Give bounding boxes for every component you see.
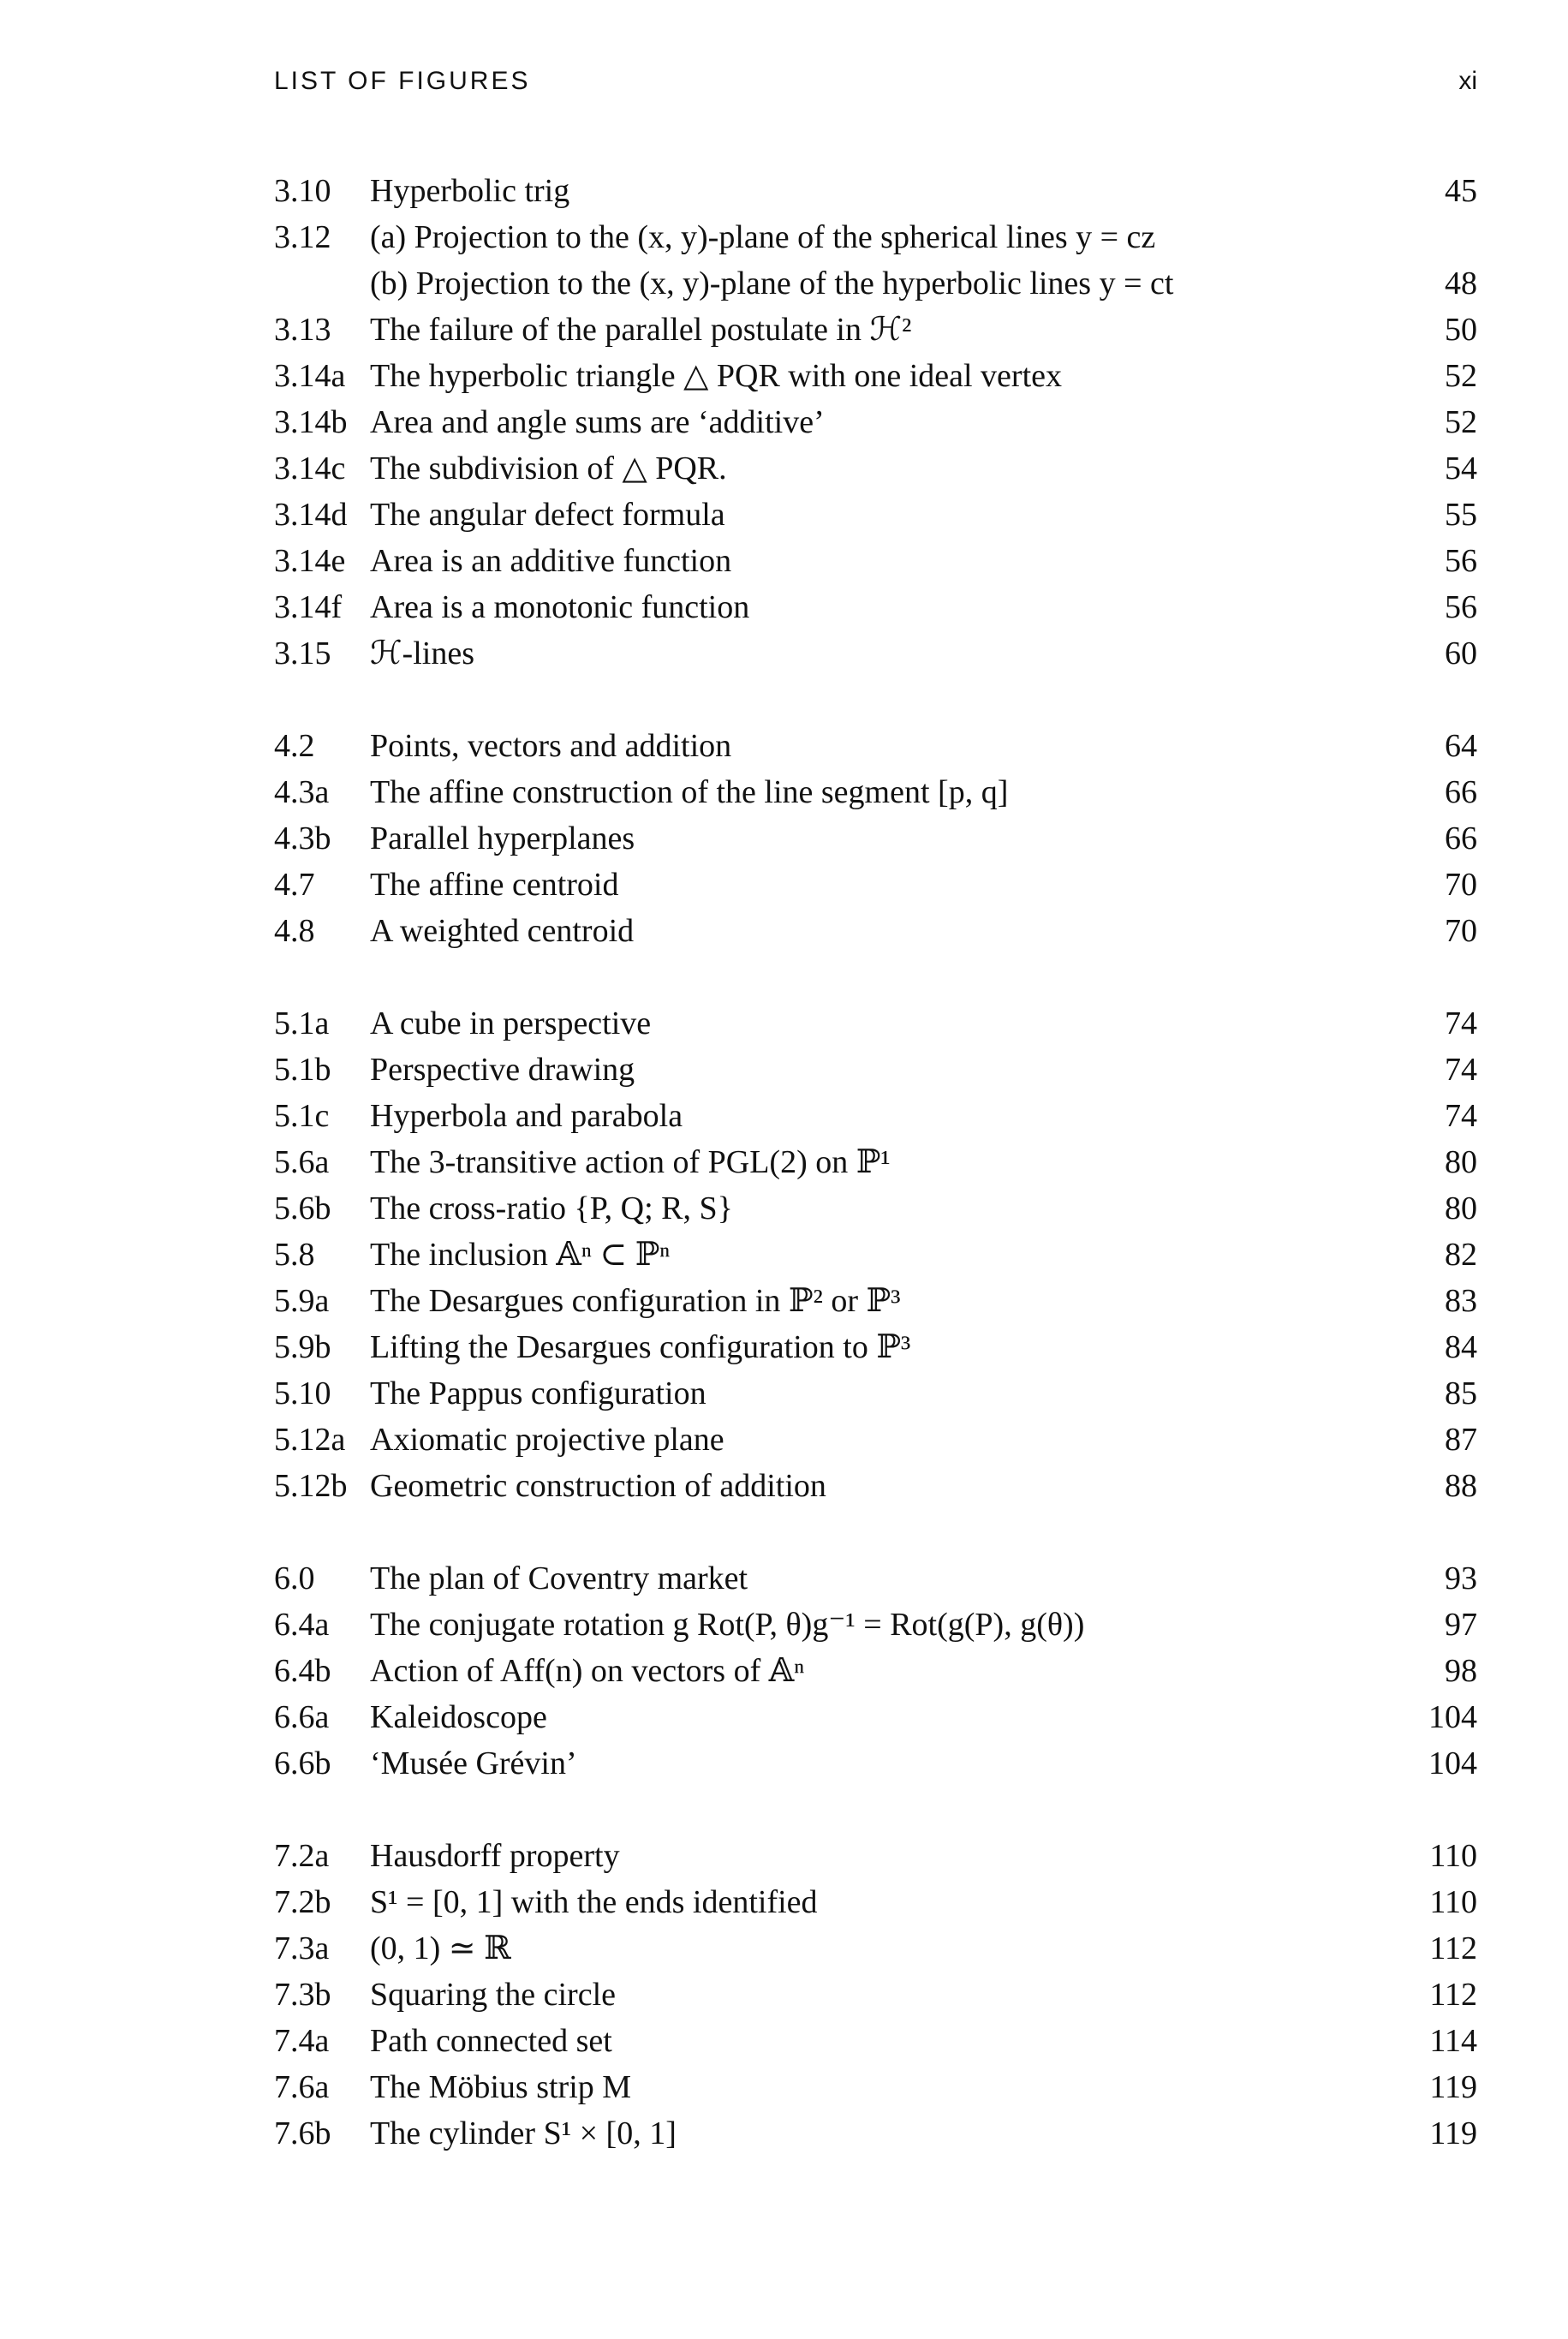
figure-number: 5.12b — [274, 1468, 348, 1504]
figure-page: 50 — [1445, 312, 1477, 348]
figure-number: 3.14a — [274, 358, 346, 394]
figure-entry — [274, 399, 1477, 445]
figure-page: 60 — [1445, 635, 1477, 671]
figure-entry — [274, 1879, 1477, 1925]
figure-number: 4.7 — [274, 867, 315, 903]
figure-entry — [274, 214, 1477, 260]
figure-page: 104 — [1428, 1745, 1477, 1781]
figure-title: The cross-ratio {P, Q; R, S} — [370, 1190, 733, 1226]
figure-title: The affine centroid — [370, 867, 619, 903]
figure-number: 3.14d — [274, 497, 348, 533]
figure-title: Path connected set — [370, 2023, 612, 2059]
figure-number: 5.10 — [274, 1375, 331, 1411]
figure-title: Lifting the Desargues configuration to ℙ³ — [370, 1329, 911, 1365]
figure-title: The cylinder S¹ × [0, 1] — [370, 2115, 677, 2151]
figure-entry — [274, 1000, 1477, 1047]
figure-title: The Möbius strip M — [370, 2069, 632, 2105]
figure-page: 112 — [1429, 1977, 1477, 2013]
figure-page: 119 — [1429, 2115, 1477, 2151]
figure-title: Area is a monotonic function — [370, 589, 750, 625]
figure-title: The Desargues configuration in ℙ² or ℙ³ — [370, 1283, 901, 1319]
figure-entry — [274, 1555, 1477, 1602]
figure-page: 80 — [1445, 1144, 1477, 1180]
figure-number: 7.3b — [274, 1977, 331, 2013]
figure-number: 4.8 — [274, 913, 315, 949]
figure-page: 66 — [1445, 774, 1477, 810]
figure-page: 119 — [1429, 2069, 1477, 2105]
figure-entry — [274, 1047, 1477, 1093]
figure-number: 4.3b — [274, 820, 331, 856]
figure-entry — [274, 1370, 1477, 1417]
figure-number: 5.6a — [274, 1144, 330, 1180]
figure-title: A cube in perspective — [370, 1005, 652, 1041]
figure-page: 114 — [1429, 2023, 1477, 2059]
figure-number: 7.2b — [274, 1884, 331, 1920]
figure-number: 3.13 — [274, 312, 331, 348]
figure-page: 85 — [1445, 1375, 1477, 1411]
figure-number: 5.9a — [274, 1283, 330, 1319]
figure-entry — [274, 492, 1477, 538]
figure-number: 7.3a — [274, 1930, 330, 1966]
figure-title: Geometric construction of addition — [370, 1468, 826, 1504]
figure-title: Parallel hyperplanes — [370, 820, 635, 856]
figure-title: Area is an additive function — [370, 543, 732, 579]
figure-title: Area and angle sums are ‘additive’ — [370, 404, 825, 440]
figure-number: 5.9b — [274, 1329, 331, 1365]
figure-title: The failure of the parallel postulate in ℋ² — [370, 312, 912, 348]
figure-number: 6.4b — [274, 1653, 331, 1689]
figure-entry — [274, 908, 1477, 954]
figure-entry — [274, 1093, 1477, 1139]
figure-title: The inclusion 𝔸ⁿ ⊂ ℙⁿ — [370, 1237, 671, 1273]
figure-entry — [274, 2064, 1477, 2110]
figure-page: 80 — [1445, 1190, 1477, 1226]
figure-title: Hyperbolic trig — [370, 173, 570, 209]
figure-entry — [274, 1925, 1477, 1972]
chapter-6-group — [274, 1555, 1477, 1787]
figure-entry — [274, 723, 1477, 769]
chapter-3-group — [274, 168, 1477, 677]
figure-title: Hausdorff property — [370, 1838, 620, 1874]
figure-page: 74 — [1445, 1098, 1477, 1134]
figure-entry — [274, 630, 1477, 677]
figure-entry — [274, 815, 1477, 862]
figure-page: 82 — [1445, 1237, 1477, 1273]
figure-title: Perspective drawing — [370, 1052, 635, 1088]
figure-title: (b) Projection to the (x, y)-plane of the hyperbolic lines y = ct — [370, 266, 1174, 301]
figure-page: 112 — [1429, 1930, 1477, 1966]
figure-page: 84 — [1445, 1329, 1477, 1365]
figure-entry — [274, 1648, 1477, 1694]
figure-entry — [274, 1278, 1477, 1324]
figure-number: 5.8 — [274, 1237, 315, 1273]
figure-title: Squaring the circle — [370, 1977, 617, 2013]
figure-entry — [274, 1417, 1477, 1463]
figure-title: (0, 1) ≃ ℝ — [370, 1930, 511, 1966]
figure-title: A weighted centroid — [370, 913, 635, 949]
figure-entry — [274, 1972, 1477, 2018]
figure-page: 74 — [1445, 1052, 1477, 1088]
figure-title: Action of Aff(n) on vectors of 𝔸ⁿ — [370, 1653, 805, 1689]
figure-entry — [274, 538, 1477, 584]
figure-title: Points, vectors and addition — [370, 728, 732, 764]
figure-number: 5.6b — [274, 1190, 331, 1226]
figure-title: The affine construction of the line segment [p, q] — [370, 774, 1009, 810]
figure-entry — [274, 1463, 1477, 1509]
figure-entry — [274, 584, 1477, 630]
figure-page: 97 — [1445, 1607, 1477, 1643]
chapter-5-group — [274, 1000, 1477, 1509]
figure-number: 3.14f — [274, 589, 343, 625]
figure-page: 88 — [1445, 1468, 1477, 1504]
figure-entry — [274, 307, 1477, 353]
figure-number: 3.10 — [274, 173, 331, 209]
figure-page: 56 — [1445, 589, 1477, 625]
figure-number: 4.2 — [274, 728, 315, 764]
figure-page: 70 — [1445, 867, 1477, 903]
figure-number: 7.6b — [274, 2115, 331, 2151]
figure-page: 64 — [1445, 728, 1477, 764]
figure-title: The plan of Coventry market — [370, 1560, 748, 1596]
figure-title: The Pappus configuration — [370, 1375, 706, 1411]
figure-title: ‘Musée Grévin’ — [370, 1745, 577, 1781]
running-head-title: LIST OF FIGURES — [274, 67, 531, 95]
figure-title: The conjugate rotation g Rot(P, θ)g⁻¹ = Rot(g(P), g(θ)) — [370, 1607, 1085, 1643]
figure-page: 93 — [1445, 1560, 1477, 1596]
figure-number: 6.6b — [274, 1745, 331, 1781]
figure-page: 74 — [1445, 1005, 1477, 1041]
chapter-4-group — [274, 723, 1477, 954]
figure-entry — [274, 2018, 1477, 2064]
figure-number: 7.2a — [274, 1838, 330, 1874]
figure-page: 98 — [1445, 1653, 1477, 1689]
figure-page: 83 — [1445, 1283, 1477, 1319]
figure-number: 3.15 — [274, 635, 331, 671]
list-of-figures — [274, 168, 1477, 2203]
figure-page: 66 — [1445, 820, 1477, 856]
figure-entry — [274, 445, 1477, 492]
figure-title: (a) Projection to the (x, y)-plane of the spherical lines y = cz — [370, 219, 1156, 255]
figure-title: The 3-transitive action of PGL(2) on ℙ¹ — [370, 1144, 891, 1180]
running-head — [274, 67, 1477, 110]
chapter-7-group — [274, 1833, 1477, 2157]
figure-page: 110 — [1429, 1884, 1477, 1920]
figure-entry — [274, 862, 1477, 908]
figure-page: 87 — [1445, 1422, 1477, 1458]
figure-entry — [274, 168, 1477, 214]
figure-entry — [274, 1740, 1477, 1787]
figure-page: 52 — [1445, 404, 1477, 440]
figure-number: 6.4a — [274, 1607, 330, 1643]
figure-title: Kaleidoscope — [370, 1699, 547, 1735]
figure-page: 55 — [1445, 497, 1477, 533]
figure-number: 3.14b — [274, 404, 348, 440]
figure-entry — [274, 353, 1477, 399]
figure-entry — [274, 1602, 1477, 1648]
figure-page: 70 — [1445, 913, 1477, 949]
figure-title: Hyperbola and parabola — [370, 1098, 683, 1134]
figure-number: 6.0 — [274, 1560, 315, 1596]
figure-number: 3.12 — [274, 219, 331, 255]
figure-page: 45 — [1445, 173, 1477, 209]
figure-entry — [274, 260, 1477, 307]
running-head-page-number: xi — [1458, 67, 1477, 95]
figure-number: 3.14c — [274, 450, 346, 486]
figure-title: S¹ = [0, 1] with the ends identified — [370, 1884, 818, 1920]
figure-page: 54 — [1445, 450, 1477, 486]
figure-page: 110 — [1429, 1838, 1477, 1874]
figure-title: ℋ-lines — [370, 635, 474, 671]
figure-page: 48 — [1445, 266, 1477, 301]
figure-title: Axiomatic projective plane — [370, 1422, 724, 1458]
figure-entry — [274, 1833, 1477, 1879]
figure-entry — [274, 769, 1477, 815]
figure-entry — [274, 1232, 1477, 1278]
figure-title: The angular defect formula — [370, 497, 725, 533]
figure-title: The subdivision of △ PQR. — [370, 450, 727, 486]
figure-page: 52 — [1445, 358, 1477, 394]
figure-page: 104 — [1428, 1699, 1477, 1735]
figure-entry — [274, 2110, 1477, 2157]
figure-entry — [274, 1694, 1477, 1740]
figure-number: 3.14e — [274, 543, 346, 579]
figure-number: 7.6a — [274, 2069, 330, 2105]
figure-entry — [274, 1185, 1477, 1232]
figure-number: 6.6a — [274, 1699, 330, 1735]
figure-number: 5.1a — [274, 1005, 330, 1041]
figure-page: 56 — [1445, 543, 1477, 579]
figure-number: 7.4a — [274, 2023, 330, 2059]
figure-title: The hyperbolic triangle △ PQR with one ideal vertex — [370, 358, 1063, 394]
figure-number: 4.3a — [274, 774, 330, 810]
figure-entry — [274, 1324, 1477, 1370]
figure-entry — [274, 1139, 1477, 1185]
figure-number: 5.1b — [274, 1052, 331, 1088]
figure-number: 5.12a — [274, 1422, 346, 1458]
figure-number: 5.1c — [274, 1098, 330, 1134]
